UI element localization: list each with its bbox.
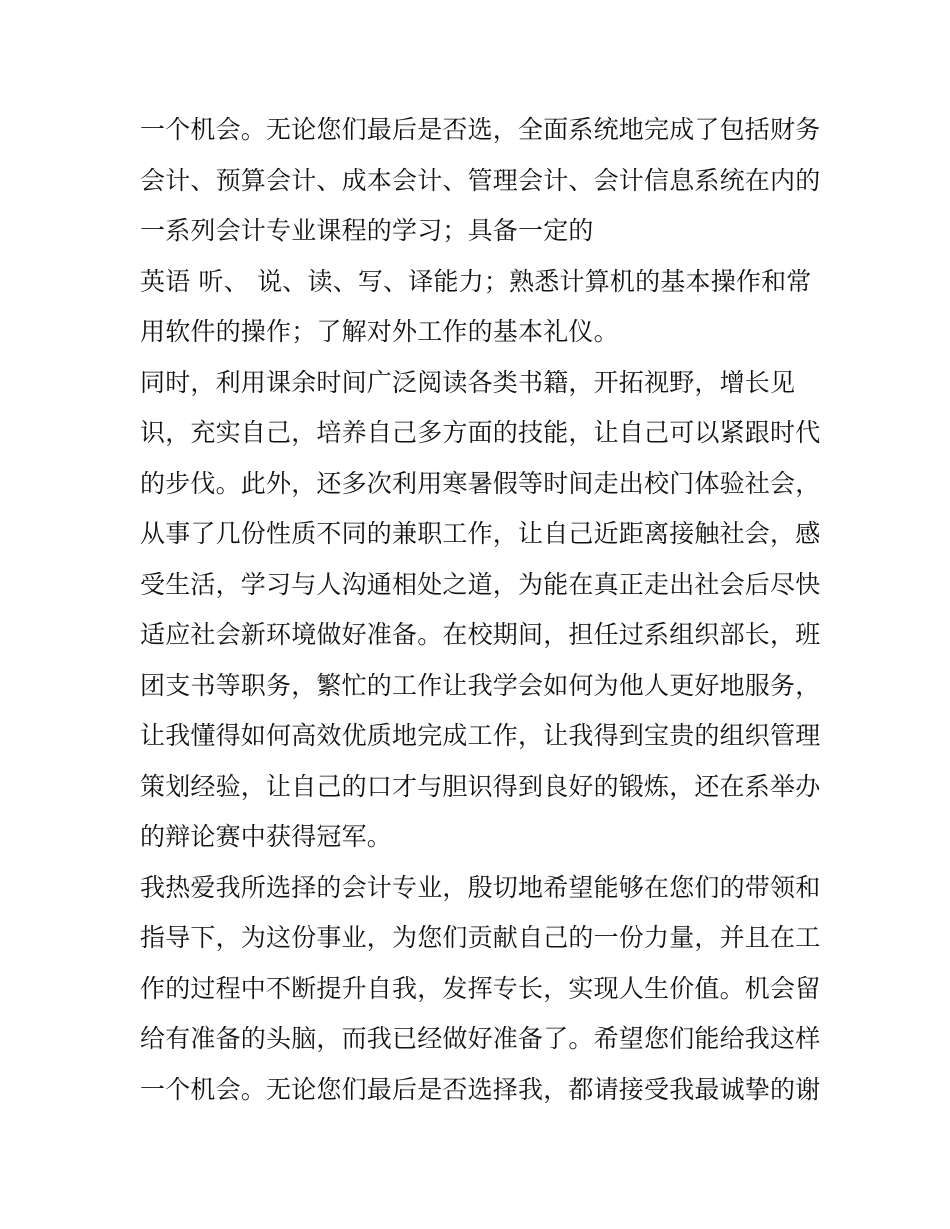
text-line: 给有准备的头脑，而我已经做好准备了。希望您们能给我这样 xyxy=(140,1024,821,1053)
text-line: 受生活，学习与人沟通相处之道，为能在真正走出社会后尽快 xyxy=(140,569,821,599)
text-line: 的步伐。此外，还多次利用寒暑假等时间走出校门体验社会， xyxy=(140,468,821,498)
text-line: 一个机会。无论您们最后是否选择我，都请接受我最诚挚的谢 xyxy=(140,1074,821,1104)
text-line: 会计、预算会计、成本会计、管理会计、会计信息系统在内的 xyxy=(140,165,821,195)
text-line: 团支书等职务，繁忙的工作让我学会如何为他人更好地服务， xyxy=(140,670,821,700)
text-line: 策划经验，让自己的口才与胆识得到良好的锻炼，还在系举办 xyxy=(140,771,821,801)
text-line: 同时，利用课余时间广泛阅读各类书籍，开拓视野，增长见 xyxy=(140,367,796,397)
text-line: 作的过程中不断提升自我，发挥专长，实现人生价值。机会留 xyxy=(140,973,821,1003)
text-line: 适应社会新环境做好准备。在校期间，担任过系组织部长，班 xyxy=(140,620,821,649)
text-line: 指导下，为这份事业，为您们贡献自己的一份力量，并且在工 xyxy=(140,923,821,952)
text-line: 一个机会。无论您们最后是否选，全面系统地完成了包括财务 xyxy=(140,115,821,144)
text-line: 我热爱我所选择的会计专业，殷切地希望能够在您们的带领和 xyxy=(140,872,821,902)
text-line: 的辩论赛中获得冠军。 xyxy=(140,822,393,851)
text-line: 英语 听、 说、读、写、译能力；熟悉计算机的基本操作和常 xyxy=(140,266,812,296)
text-line: 用软件的操作；了解对外工作的基本礼仪。 xyxy=(140,317,619,346)
text-line: 识，充实自己，培养自己多方面的技能，让自己可以紧跟时代 xyxy=(140,418,821,447)
text-line: 让我懂得如何高效优质地完成工作，让我得到宝贵的组织管理 xyxy=(140,721,821,750)
text-line: 从事了几份性质不同的兼职工作，让自己近距离接触社会，感 xyxy=(140,519,821,548)
body-text xyxy=(140,105,820,1115)
text-line: 一系列会计专业课程的学习；具备一定的 xyxy=(140,216,594,245)
